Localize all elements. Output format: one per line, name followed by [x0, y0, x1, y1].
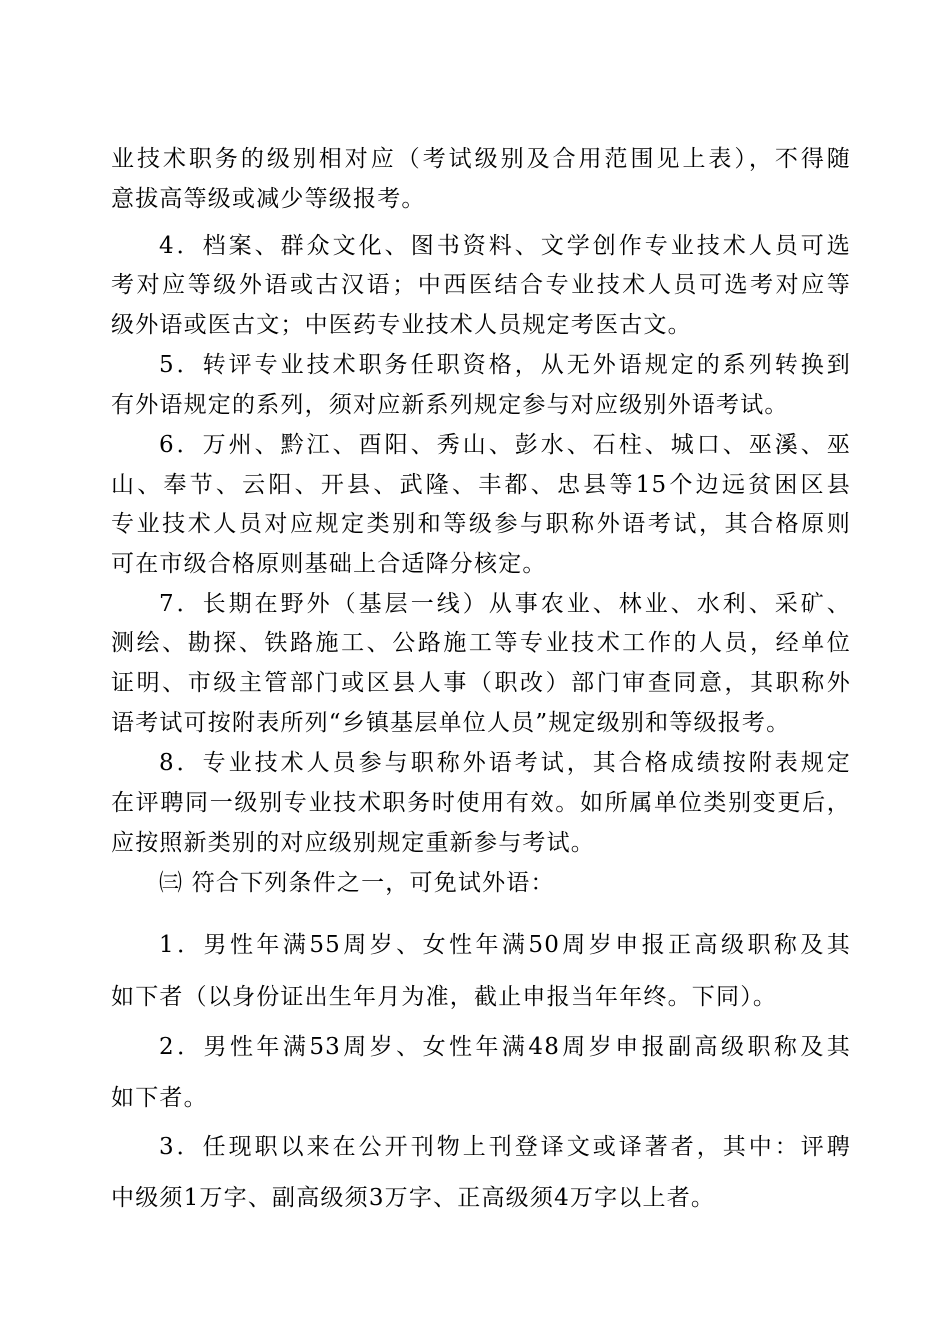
text-line-5: 级外语或医古文；中医药专业技术人员规定考医古文。 — [111, 312, 692, 338]
text-line-6: 5．转评专业技术职务任职资格，从无外语规定的系列转换到 — [159, 352, 851, 378]
text-line-17: 在评聘同一级别专业技术职务时使用有效。如所属单位类别变更后， — [111, 790, 851, 816]
text-line-14: 证明、市级主管部门或区县人事（职改）部门审查同意，其职称外 — [111, 670, 851, 696]
text-line-12: 7．长期在野外（基层一线）从事农业、林业、水利、采矿、 — [159, 591, 851, 617]
text-line-23: 如下者。 — [111, 1085, 208, 1111]
text-line-20: 1．男性年满55周岁、女性年满50周岁申报正高级职称及其 — [159, 932, 851, 958]
text-line-22: 2．男性年满53周岁、女性年满48周岁申报副高级职称及其 — [159, 1034, 851, 1060]
text-line-24: 3．任现职以来在公开刊物上刊登译文或译著者，其中：评聘 — [159, 1134, 851, 1160]
text-line-3: 4．档案、群众文化、图书资料、文学创作专业技术人员可选 — [159, 233, 851, 259]
text-line-19: ㈢ 符合下列条件之一，可免试外语： — [159, 870, 555, 896]
text-line-2: 意拔高等级或减少等级报考。 — [111, 186, 426, 212]
text-line-13: 测绘、勘探、铁路施工、公路施工等专业技术工作的人员，经单位 — [111, 630, 851, 656]
text-line-10: 专业技术人员对应规定类别和等级参与职称外语考试，其合格原则 — [111, 511, 851, 537]
text-line-4: 考对应等级外语或古汉语；中西医结合专业技术人员可选考对应等 — [111, 272, 851, 298]
text-line-21: 如下者（以身份证出生年月为准，截止申报当年年终。下同）。 — [111, 984, 778, 1010]
text-line-11: 可在市级合格原则基础上合适降分核定。 — [111, 551, 547, 577]
text-line-25: 中级须1万字、副高级须3万字、正高级须4万字以上者。 — [111, 1185, 716, 1211]
text-line-9: 山、奉节、云阳、开县、武隆、丰都、忠县等15个边远贫困区县 — [111, 472, 851, 498]
text-line-8: 6．万州、黔江、酉阳、秀山、彭水、石柱、城口、巫溪、巫 — [159, 432, 851, 458]
text-line-15: 语考试可按附表所列“乡镇基层单位人员”规定级别和等级报考。 — [111, 710, 791, 736]
text-line-7: 有外语规定的系列，须对应新系列规定参与对应级别外语考试。 — [111, 392, 789, 418]
text-line-16: 8．专业技术人员参与职称外语考试，其合格成绩按附表规定 — [159, 750, 851, 776]
text-line-18: 应按照新类别的对应级别规定重新参与考试。 — [111, 830, 595, 856]
text-line-1: 业技术职务的级别相对应（考试级别及合用范围见上表），不得随 — [111, 146, 851, 172]
